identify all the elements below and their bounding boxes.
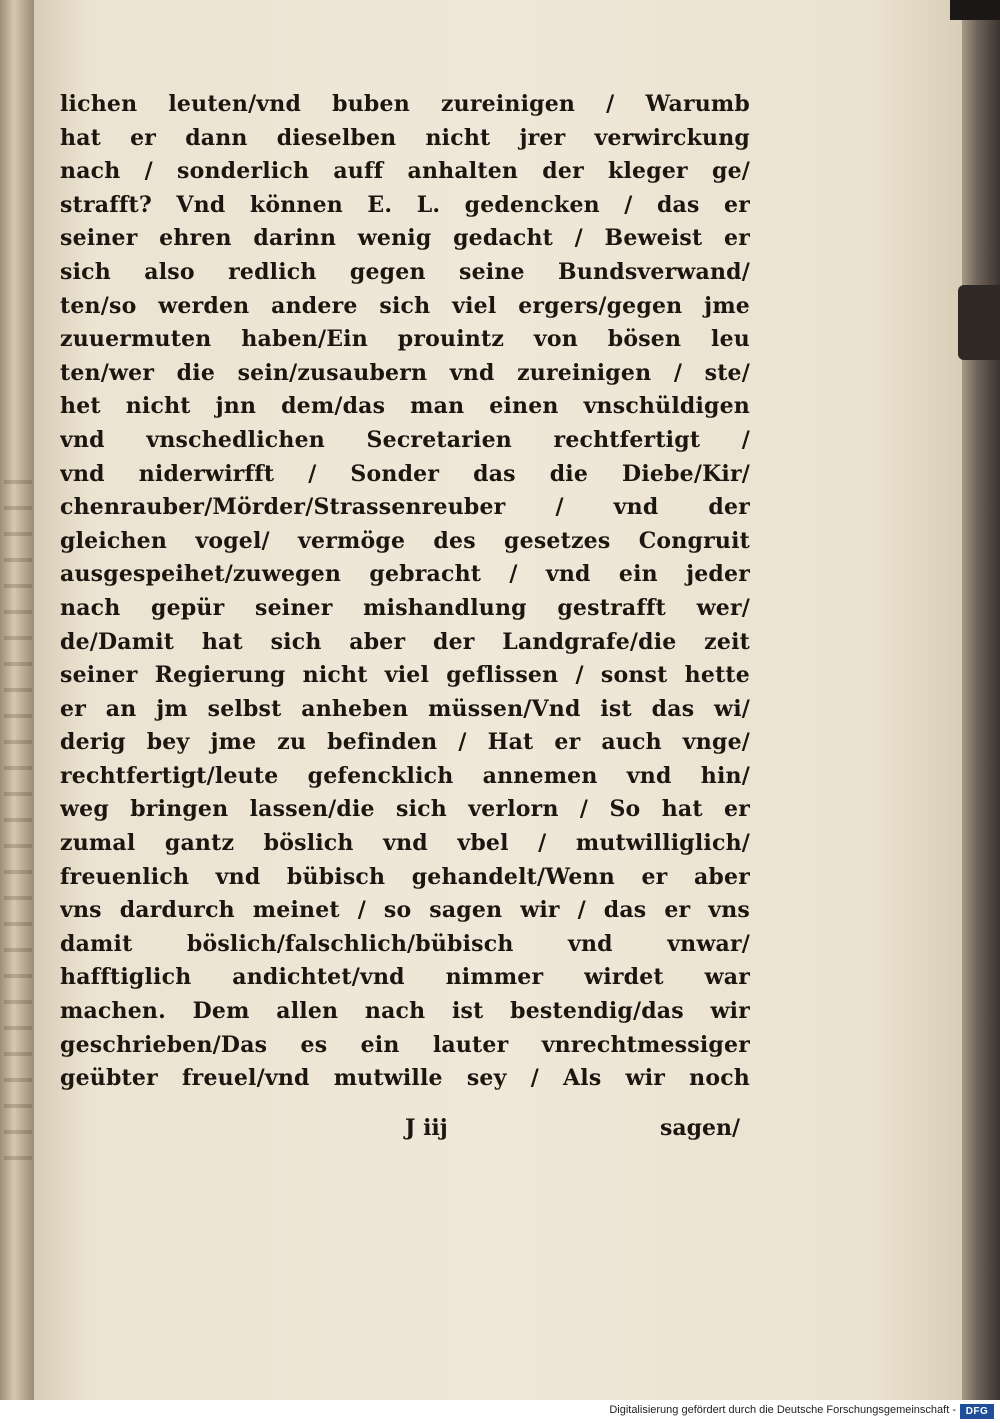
text-line: er an jm selbst anheben müssen/Vnd ist das wi/: [60, 695, 750, 722]
text-line: gleichen vogel/ vermöge des gesetzes Congruit: [60, 527, 750, 554]
text-line: hafftiglich andichtet/vnd nimmer wirdet war: [60, 964, 750, 991]
text-line: lichen leuten/vnd buben zureinigen / Warumb: [60, 91, 750, 117]
credit-text: Digitalisierung gefördert durch die Deutsche Forschungsgemeinschaft -: [609, 1404, 956, 1416]
page-footer-line: [60, 1108, 740, 1148]
text-line: het nicht jnn dem/das man einen vnschüldigen: [60, 393, 750, 420]
top-binding-strip: [950, 0, 1000, 20]
text-line: damit böslich/falschlich/bübisch vnd vnwar/: [60, 930, 750, 957]
text-line: ten/wer die sein/zusaubern vnd zureinigen / ste/: [60, 359, 750, 386]
text-line: de/Damit hat sich aber der Landgrafe/die zeit: [60, 628, 750, 655]
text-line: geschrieben/Das es ein lauter vnrechtmessiger: [60, 1031, 750, 1058]
right-page-edge: [962, 0, 1000, 1400]
text-line: seiner Regierung nicht viel geflissen / sonst hette: [60, 662, 750, 689]
dfg-logo-icon: DFG: [960, 1404, 994, 1419]
page-text-block: [60, 88, 750, 1096]
text-line: ausgespeihet/zuwegen gebracht / vnd ein jeder: [60, 561, 750, 588]
text-line: vns dardurch meinet / so sagen wir / das er vns: [60, 897, 750, 924]
text-line: rechtfertigt/leute gefencklich annemen vnd hin/: [60, 762, 750, 789]
text-line: machen. Dem allen nach ist bestendig/das wir: [60, 998, 750, 1025]
text-line: derig bey jme zu befinden / Hat er auch vnge/: [60, 729, 750, 756]
text-line: weg bringen lassen/die sich verlorn / So hat er: [60, 796, 750, 823]
text-line: nach gepür seiner mishandlung gestrafft wer/: [60, 594, 750, 621]
text-line: sich also redlich gegen seine Bundsverwand/: [60, 258, 750, 285]
text-line: strafft? Vnd können E. L. gedencken / das er: [60, 191, 750, 218]
catchword: sagen/: [659, 1115, 740, 1141]
text-line: freuenlich vnd bübisch gehandelt/Wenn er aber: [60, 863, 750, 890]
text-line: seiner ehren darinn wenig gedacht / Beweist er: [60, 225, 750, 252]
left-page-edge-text: [4, 480, 32, 1180]
text-line: geübter freuel/vnd mutwille sey / Als wir noch: [60, 1065, 750, 1092]
text-line: nach / sonderlich auff anhalten der kleger ge/: [60, 158, 750, 185]
text-line: vnd niderwirfft / Sonder das die Diebe/Kir/: [60, 460, 750, 487]
text-line: ten/so werden andere sich viel ergers/gegen jme: [60, 292, 750, 319]
text-line: vnd vnschedlichen Secretarien rechtfertigt /: [60, 426, 750, 453]
text-line: zuuermuten haben/Ein prouintz von bösen leu: [60, 326, 750, 353]
right-clasp-tab: [958, 285, 1000, 360]
text-line: zumal gantz böslich vnd vbel / mutwilliglich/: [60, 830, 750, 857]
text-line: chenrauber/Mörder/Strassenreuber / vnd der: [60, 494, 750, 521]
signature-mark: J iij: [405, 1115, 448, 1141]
credit-bar: [0, 1400, 1000, 1423]
text-line: hat er dann dieselben nicht jrer verwirckung: [60, 124, 750, 151]
